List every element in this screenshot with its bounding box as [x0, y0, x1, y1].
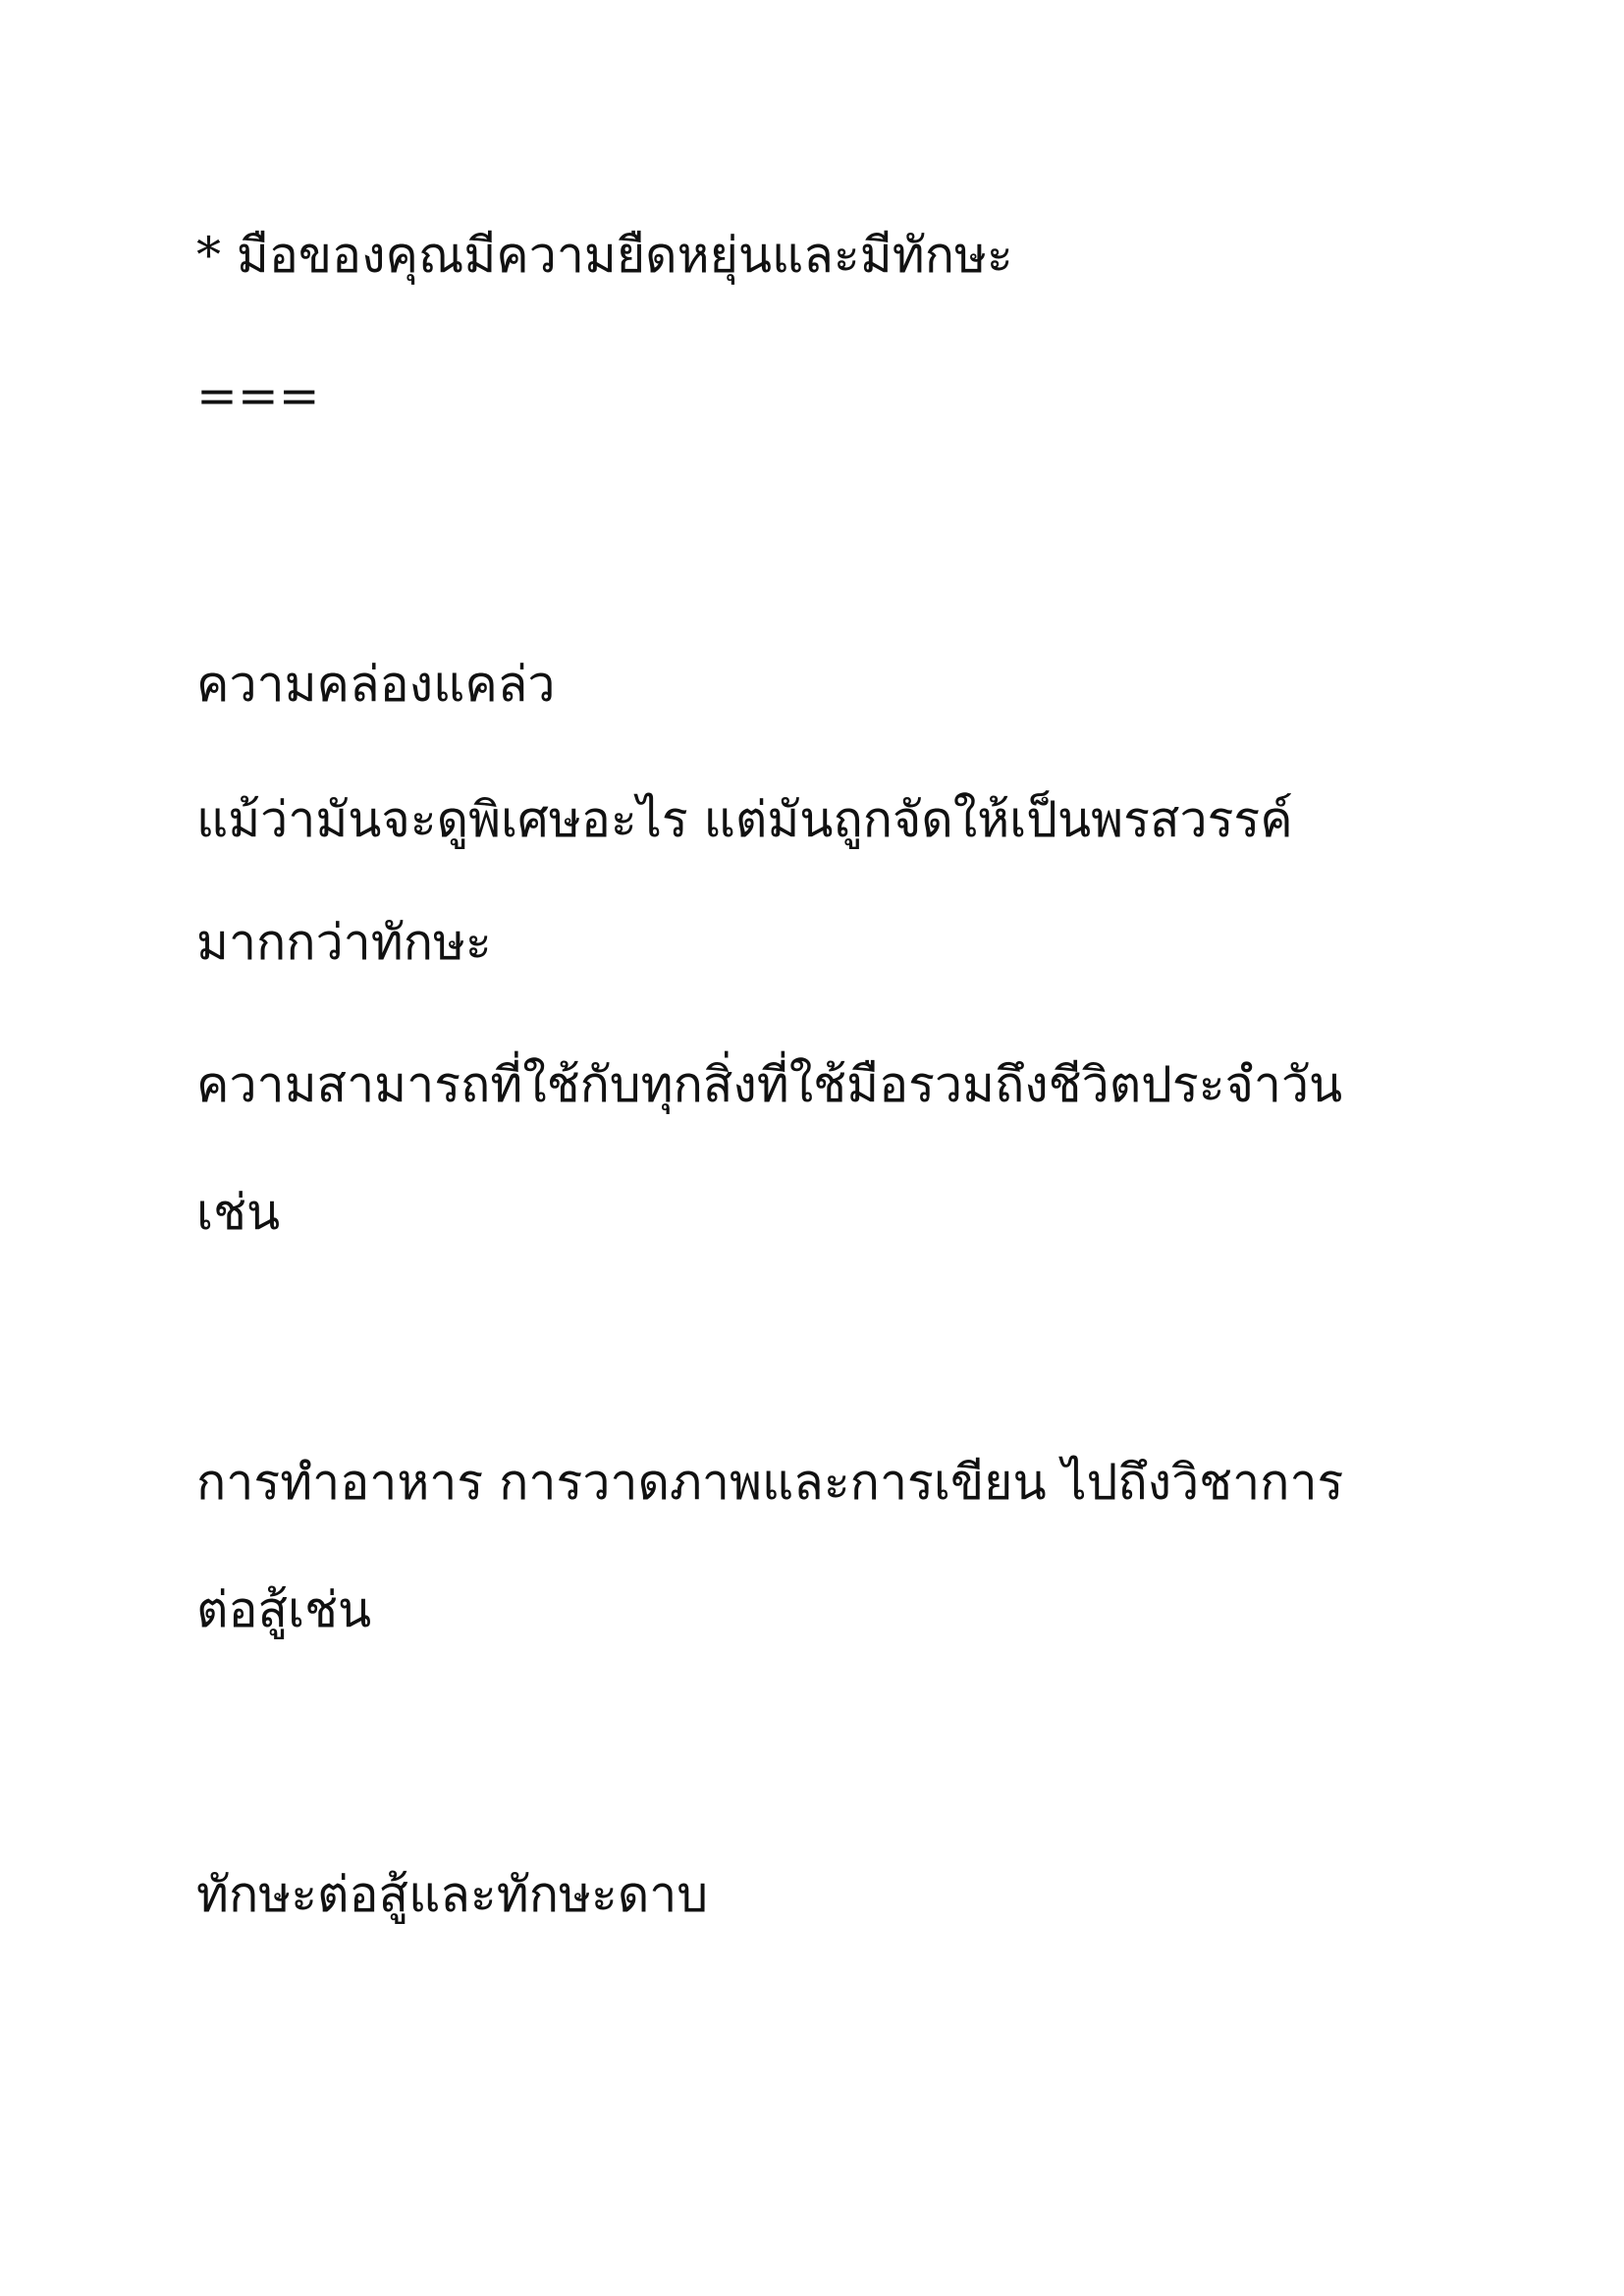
paragraph-line: มากกว่าทักษะ [196, 914, 492, 971]
bullet-line: * มือของคุณมีความยืดหยุ่นและมีทักษะ [196, 227, 1013, 284]
section-divider: === [196, 367, 320, 424]
paragraph-line: ทักษะต่อสู้และทักษะดาบ [196, 1866, 709, 1923]
paragraph-line: ความสามารถที่ใช้กับทุกสิ่งที่ใช้มือรวมถึงชีวิตประจำวัน [196, 1056, 1343, 1113]
paragraph-line: การทำอาหาร การวาดภาพและการเขียน ไปถึงวิชาการ [196, 1454, 1344, 1511]
paragraph-line: ต่อสู้เช่น [196, 1581, 372, 1638]
paragraph-line: เช่น [196, 1184, 281, 1241]
paragraph-line: แม้ว่ามันจะดูพิเศษอะไร แต่มันถูกจัดให้เป็นพรสวรรค์ [196, 791, 1293, 848]
section-heading: ความคล่องแคล่ว [196, 656, 556, 713]
